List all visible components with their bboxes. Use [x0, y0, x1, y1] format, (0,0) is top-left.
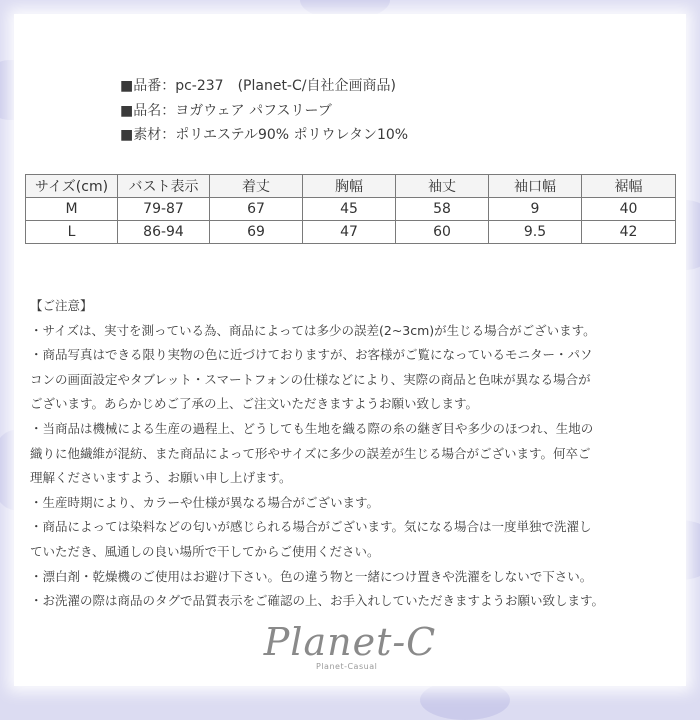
- item-number: ■品番：pc-237 (Planet-C/自社企画商品): [120, 78, 396, 94]
- logo-text: Planet-C: [263, 620, 437, 664]
- size-table: [25, 174, 676, 244]
- note-line: ございます。あらかじめご了承の上、ご注文いただきますようお願い致します。: [30, 396, 479, 412]
- header-sleeve-length: 袖丈: [396, 175, 489, 198]
- brand-logo: [0, 620, 700, 671]
- header-bust: バスト表示: [118, 175, 210, 198]
- table-cell: 58: [396, 198, 489, 221]
- header-hem-width: 裾幅: [582, 175, 676, 198]
- table-cell: 45: [303, 198, 396, 221]
- note-line: ・当商品は機械による生産の過程上、どうしても生地を織る際の糸の継ぎ目や多少のほつれ、生地の: [30, 420, 594, 436]
- note-line: ていただき、風通しの良い場所で干してからご使用ください。: [30, 543, 380, 559]
- table-cell: 86-94: [118, 221, 210, 244]
- table-cell: M: [26, 198, 118, 221]
- note-line: ・商品によっては染料などの匂いが感じられる場合がございます。気になる場合は一度単独で洗濯し: [30, 519, 592, 535]
- note-line: ・漂白剤・乾燥機のご使用はお避け下さい。色の違う物と一緒につけ置きや洗濯をしないで下さい。: [30, 568, 593, 584]
- table-cell: 9.5: [489, 221, 582, 244]
- note-line: コンの画面設定やタブレット・スマートフォンの仕様などにより、実際の商品と色味が異なる場合が: [30, 371, 591, 387]
- note-line: ・お洗濯の際は商品のタグで品質表示をご確認の上、お手入れしていただきますようお願い致します。: [30, 593, 605, 609]
- note-line: 理解くださいますよう、お願い申し上げます。: [30, 470, 292, 486]
- table-row: [26, 198, 676, 221]
- header-length: 着丈: [210, 175, 303, 198]
- header-cuff-width: 袖口幅: [489, 175, 582, 198]
- table-cell: 40: [582, 198, 676, 221]
- product-specs: [120, 74, 408, 148]
- note-line: ・サイズは、実寸を測っている為、商品によっては多少の誤差(2~3cm)が生じる場合がございます。: [30, 322, 596, 338]
- note-line: 織りに他繊維が混紡、また商品によって形やサイズに多少の誤差が生じる場合がございます。何卒ご: [30, 445, 591, 461]
- table-cell: 60: [396, 221, 489, 244]
- table-cell: 42: [582, 221, 676, 244]
- table-cell: 9: [489, 198, 582, 221]
- notes-heading: 【ご注意】: [30, 298, 93, 313]
- header-size: サイズ(cm): [26, 175, 118, 198]
- note-line: ・生産時期により、カラーや仕様が異なる場合がございます。: [30, 494, 380, 510]
- material: ■素材：ポリエステル90% ポリウレタン10%: [120, 127, 409, 143]
- logo-subtext: Planet-Casual: [316, 662, 378, 671]
- size-table-header: [26, 175, 676, 198]
- item-name: ■品名：ヨガウェア パフスリーブ: [120, 102, 332, 119]
- table-cell: 47: [303, 221, 396, 244]
- table-cell: 79-87: [118, 198, 210, 221]
- table-cell: 69: [210, 221, 303, 244]
- table-cell: 67: [210, 198, 303, 221]
- note-line: ・商品写真はできる限り実物の色に近づけておりますが、お客様がご覧になっているモニター・パソ: [30, 347, 593, 363]
- table-row: [26, 221, 676, 244]
- header-chest-width: 胸幅: [303, 175, 396, 198]
- table-cell: L: [26, 221, 118, 244]
- notes-section: [30, 294, 678, 614]
